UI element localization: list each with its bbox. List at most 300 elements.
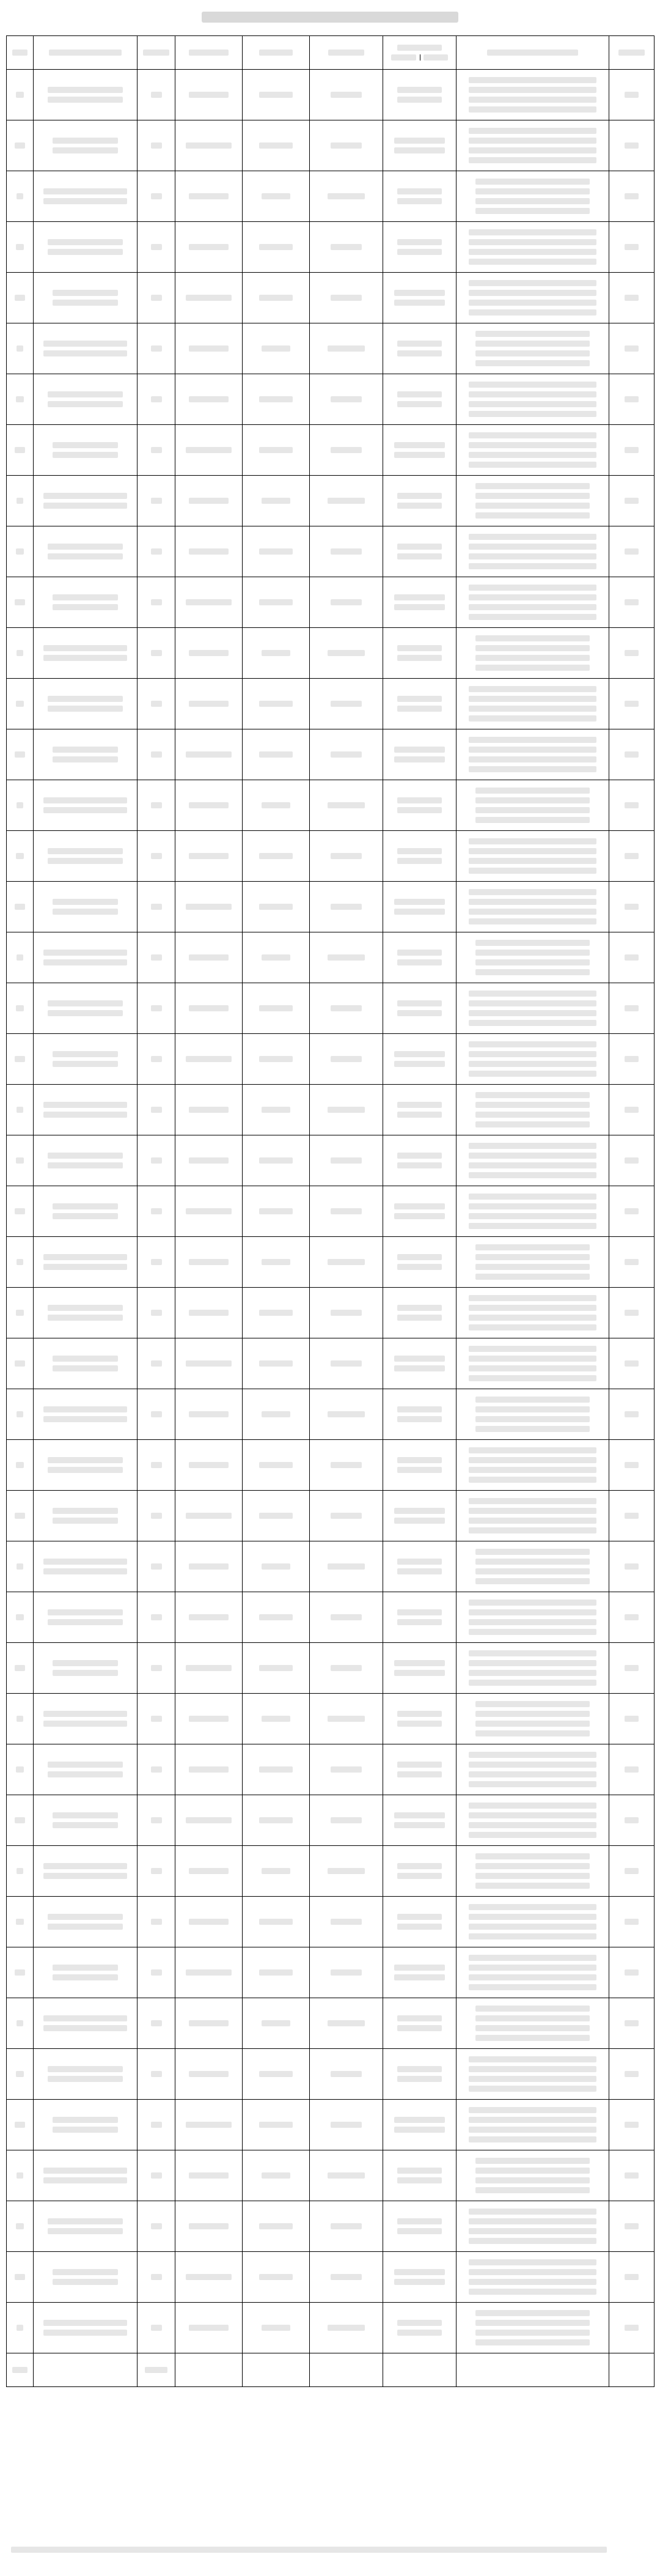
table-cell	[138, 2100, 175, 2150]
table-cell	[457, 1085, 609, 1135]
table-cell	[457, 526, 609, 577]
table-cell	[457, 273, 609, 323]
table-row	[7, 1389, 654, 1440]
table-cell	[34, 1186, 138, 1237]
table-cell	[609, 831, 654, 882]
table-row	[7, 1085, 654, 1135]
table-cell	[138, 1389, 175, 1440]
table-cell	[609, 2100, 654, 2150]
table-cell	[457, 476, 609, 526]
table-cell	[175, 1186, 243, 1237]
table-row	[7, 1694, 654, 1744]
table-row	[7, 983, 654, 1034]
table-cell	[609, 323, 654, 374]
table-cell	[383, 1592, 457, 1643]
table-cell	[609, 1694, 654, 1744]
table-cell	[609, 2201, 654, 2252]
table-row	[7, 780, 654, 831]
table-cell	[457, 679, 609, 729]
table-cell	[243, 1338, 310, 1389]
table-cell	[175, 425, 243, 476]
table-cell	[175, 2049, 243, 2100]
table-cell	[457, 1237, 609, 1288]
table-cell	[609, 983, 654, 1034]
table-cell	[175, 1237, 243, 1288]
table-cell	[175, 1694, 243, 1744]
table-cell	[243, 577, 310, 628]
table-cell	[383, 2150, 457, 2201]
table-cell	[243, 1085, 310, 1135]
table-cell	[175, 1440, 243, 1491]
table-cell	[609, 780, 654, 831]
table-cell	[7, 729, 34, 780]
table-cell	[175, 1795, 243, 1846]
table-cell	[609, 1795, 654, 1846]
table-row	[7, 323, 654, 374]
table-cell	[7, 1643, 34, 1694]
table-cell	[243, 70, 310, 120]
table-cell	[310, 2049, 383, 2100]
table-cell	[7, 1846, 34, 1897]
table-row	[7, 2303, 654, 2353]
table-cell	[243, 882, 310, 932]
table-cell	[138, 1085, 175, 1135]
table-cell	[609, 1541, 654, 1592]
table-cell	[310, 2252, 383, 2303]
table-cell	[7, 1034, 34, 1085]
table-cell	[457, 831, 609, 882]
table-cell	[310, 628, 383, 679]
table-cell	[457, 932, 609, 983]
table-cell	[175, 1643, 243, 1694]
table-cell	[457, 171, 609, 222]
table-cell	[310, 1846, 383, 1897]
table-cell	[383, 1085, 457, 1135]
table-cell	[609, 932, 654, 983]
header-cell	[310, 36, 383, 70]
table-cell	[7, 1288, 34, 1338]
table-cell	[138, 1135, 175, 1186]
table-cell	[457, 1744, 609, 1795]
table-cell	[7, 323, 34, 374]
table-cell	[175, 628, 243, 679]
table-cell	[310, 70, 383, 120]
table-cell	[310, 1592, 383, 1643]
table-cell	[383, 780, 457, 831]
table-cell	[34, 2303, 138, 2353]
table-cell	[609, 1491, 654, 1541]
table-cell	[457, 323, 609, 374]
table-cell	[243, 1795, 310, 1846]
table-row	[7, 2100, 654, 2150]
table-cell	[457, 1643, 609, 1694]
table-cell	[383, 1389, 457, 1440]
table-cell	[609, 1947, 654, 1998]
table-cell	[138, 374, 175, 425]
table-cell	[310, 1541, 383, 1592]
table-cell	[34, 171, 138, 222]
header-row	[7, 36, 654, 70]
table-cell	[34, 932, 138, 983]
table-cell	[243, 1491, 310, 1541]
table-cell	[175, 2252, 243, 2303]
table-cell	[609, 476, 654, 526]
header-cell	[609, 36, 654, 70]
table-cell	[243, 679, 310, 729]
table-cell	[34, 1237, 138, 1288]
table-cell	[175, 120, 243, 171]
table-cell	[243, 1440, 310, 1491]
table-cell	[457, 1592, 609, 1643]
table-cell	[175, 1389, 243, 1440]
table-cell	[457, 1897, 609, 1947]
table-cell	[243, 2353, 310, 2387]
table-cell	[138, 323, 175, 374]
table-cell	[138, 1034, 175, 1085]
table-cell	[457, 1998, 609, 2049]
table-cell	[609, 2303, 654, 2353]
table-cell	[243, 1034, 310, 1085]
table-row	[7, 1288, 654, 1338]
table-cell	[7, 2150, 34, 2201]
table-cell	[138, 273, 175, 323]
table-cell	[457, 1186, 609, 1237]
table-cell	[34, 1288, 138, 1338]
table-cell	[138, 831, 175, 882]
table-cell	[138, 1947, 175, 1998]
table-cell	[310, 1034, 383, 1085]
table-cell	[7, 831, 34, 882]
table-cell	[609, 1744, 654, 1795]
table-row	[7, 1237, 654, 1288]
table-row	[7, 2201, 654, 2252]
table-cell	[34, 1947, 138, 1998]
table-row	[7, 1186, 654, 1237]
table-cell	[383, 1491, 457, 1541]
table-cell	[383, 1186, 457, 1237]
table-row	[7, 1643, 654, 1694]
table-cell	[34, 2252, 138, 2303]
table-cell	[383, 932, 457, 983]
table-cell	[175, 831, 243, 882]
table-cell	[138, 1897, 175, 1947]
table-cell	[34, 831, 138, 882]
table-cell	[34, 2150, 138, 2201]
table-cell	[383, 983, 457, 1034]
table-cell	[383, 1338, 457, 1389]
table-cell	[609, 1186, 654, 1237]
table-row	[7, 679, 654, 729]
table-cell	[138, 983, 175, 1034]
table-cell	[138, 679, 175, 729]
table-cell	[7, 2100, 34, 2150]
total-row	[7, 2353, 654, 2387]
table-cell	[310, 2201, 383, 2252]
table-cell	[609, 70, 654, 120]
table-cell	[34, 729, 138, 780]
table-cell	[383, 882, 457, 932]
table-cell	[175, 70, 243, 120]
header-cell	[138, 36, 175, 70]
table-cell	[383, 628, 457, 679]
table-cell	[175, 983, 243, 1034]
table-body	[7, 70, 654, 2387]
table-cell	[609, 577, 654, 628]
header-cell	[383, 36, 457, 70]
table-cell	[175, 2100, 243, 2150]
table-cell	[609, 1897, 654, 1947]
table-cell	[175, 1338, 243, 1389]
positions-table	[6, 35, 654, 2387]
table-cell	[34, 526, 138, 577]
table-cell	[383, 1237, 457, 1288]
table-cell	[138, 932, 175, 983]
table-cell	[138, 577, 175, 628]
table-cell	[457, 1288, 609, 1338]
table-cell	[457, 1034, 609, 1085]
table-row	[7, 171, 654, 222]
table-cell	[175, 1592, 243, 1643]
table-cell	[383, 679, 457, 729]
table-cell	[7, 2252, 34, 2303]
table-cell	[457, 729, 609, 780]
table-cell	[457, 1440, 609, 1491]
table-cell	[609, 1237, 654, 1288]
table-cell	[175, 577, 243, 628]
table-row	[7, 2150, 654, 2201]
table-cell	[310, 780, 383, 831]
table-cell	[383, 1643, 457, 1694]
table-cell	[310, 1085, 383, 1135]
table-cell	[383, 1694, 457, 1744]
table-cell	[383, 222, 457, 273]
table-cell	[609, 2353, 654, 2387]
table-cell	[7, 2201, 34, 2252]
table-cell	[7, 1541, 34, 1592]
table-cell	[34, 1694, 138, 1744]
table-cell	[7, 882, 34, 932]
table-cell	[243, 273, 310, 323]
table-cell	[310, 2150, 383, 2201]
table-cell	[243, 780, 310, 831]
table-cell	[175, 2303, 243, 2353]
table-cell	[175, 1744, 243, 1795]
table-cell	[7, 1897, 34, 1947]
table-row	[7, 628, 654, 679]
table-row	[7, 222, 654, 273]
table-cell	[7, 932, 34, 983]
table-cell	[175, 1491, 243, 1541]
table-cell	[243, 1744, 310, 1795]
table-cell	[34, 222, 138, 273]
table-cell	[7, 425, 34, 476]
table-cell	[34, 323, 138, 374]
table-cell	[609, 1034, 654, 1085]
table-cell	[310, 2303, 383, 2353]
table-cell	[609, 1085, 654, 1135]
table-cell	[310, 273, 383, 323]
table-cell	[7, 1744, 34, 1795]
table-cell	[383, 2100, 457, 2150]
table-cell	[34, 1897, 138, 1947]
table-cell	[457, 374, 609, 425]
table-cell	[138, 1694, 175, 1744]
table-cell	[457, 1491, 609, 1541]
table-cell	[175, 2201, 243, 2252]
table-row	[7, 1897, 654, 1947]
table-cell	[609, 628, 654, 679]
table-cell	[243, 1947, 310, 1998]
table-cell	[243, 1846, 310, 1897]
table-cell	[310, 171, 383, 222]
table-cell	[383, 2252, 457, 2303]
table-cell	[609, 1338, 654, 1389]
table-cell	[243, 983, 310, 1034]
table-cell	[138, 1440, 175, 1491]
table-cell	[310, 1186, 383, 1237]
table-cell	[457, 70, 609, 120]
table-cell	[457, 577, 609, 628]
table-cell	[383, 1846, 457, 1897]
table-cell	[243, 323, 310, 374]
table-cell	[457, 1541, 609, 1592]
table-row	[7, 70, 654, 120]
table-cell	[243, 526, 310, 577]
table-cell	[609, 1846, 654, 1897]
table-cell	[310, 1135, 383, 1186]
table-cell	[34, 577, 138, 628]
table-cell	[609, 526, 654, 577]
table-cell	[310, 323, 383, 374]
table-cell	[243, 831, 310, 882]
table-cell	[7, 120, 34, 171]
table-cell	[243, 1897, 310, 1947]
table-cell	[243, 2303, 310, 2353]
table-cell	[310, 1491, 383, 1541]
table-cell	[383, 1998, 457, 2049]
table-row	[7, 1135, 654, 1186]
table-cell	[34, 1541, 138, 1592]
table-cell	[175, 780, 243, 831]
table-cell	[7, 1338, 34, 1389]
table-cell	[34, 374, 138, 425]
header-cell	[243, 36, 310, 70]
table-cell	[7, 70, 34, 120]
table-cell	[310, 932, 383, 983]
table-cell	[383, 2049, 457, 2100]
table-cell	[383, 1541, 457, 1592]
table-cell	[34, 1846, 138, 1897]
table-cell	[175, 526, 243, 577]
table-cell	[138, 526, 175, 577]
table-cell	[34, 2100, 138, 2150]
table-cell	[457, 1795, 609, 1846]
table-row	[7, 1491, 654, 1541]
table-cell	[243, 120, 310, 171]
table-cell	[383, 120, 457, 171]
table-cell	[243, 1288, 310, 1338]
table-cell	[34, 1440, 138, 1491]
table-cell	[34, 1389, 138, 1440]
table-cell	[138, 1998, 175, 2049]
table-row	[7, 831, 654, 882]
table-cell	[7, 273, 34, 323]
table-cell	[7, 171, 34, 222]
table-cell	[609, 171, 654, 222]
header-cell	[34, 36, 138, 70]
table-cell	[310, 1237, 383, 1288]
table-cell	[175, 1288, 243, 1338]
table-cell	[243, 2150, 310, 2201]
table-cell	[609, 374, 654, 425]
table-cell	[34, 476, 138, 526]
table-cell	[243, 1237, 310, 1288]
table-cell	[138, 1491, 175, 1541]
table-cell	[138, 1338, 175, 1389]
table-row	[7, 2049, 654, 2100]
table-cell	[175, 882, 243, 932]
table-cell	[138, 1795, 175, 1846]
table-cell	[609, 1288, 654, 1338]
table-cell	[175, 1846, 243, 1897]
table-cell	[609, 1643, 654, 1694]
table-cell	[7, 1237, 34, 1288]
table-cell	[175, 1034, 243, 1085]
table-cell	[457, 1947, 609, 1998]
table-cell	[383, 323, 457, 374]
table-cell	[310, 1744, 383, 1795]
table-cell	[310, 476, 383, 526]
table-cell	[243, 1643, 310, 1694]
table-cell	[34, 1592, 138, 1643]
table-cell	[383, 70, 457, 120]
table-row	[7, 577, 654, 628]
table-cell	[243, 1541, 310, 1592]
table-cell	[310, 1998, 383, 2049]
table-cell	[175, 273, 243, 323]
table-cell	[138, 171, 175, 222]
table-cell	[7, 374, 34, 425]
table-cell	[310, 2353, 383, 2387]
table-cell	[138, 222, 175, 273]
table-cell	[138, 1541, 175, 1592]
table-cell	[175, 171, 243, 222]
table-cell	[457, 1135, 609, 1186]
table-row	[7, 1998, 654, 2049]
table-row	[7, 1338, 654, 1389]
table-cell	[609, 2150, 654, 2201]
table-cell	[34, 120, 138, 171]
table-cell	[383, 374, 457, 425]
table-cell	[34, 780, 138, 831]
table-cell	[310, 1694, 383, 1744]
table-cell	[383, 171, 457, 222]
table-cell	[138, 628, 175, 679]
table-cell	[383, 1288, 457, 1338]
table-cell	[457, 2252, 609, 2303]
table-cell	[138, 2252, 175, 2303]
table-cell	[609, 729, 654, 780]
table-cell	[7, 222, 34, 273]
table-cell	[7, 1998, 34, 2049]
table-row	[7, 729, 654, 780]
table-cell	[243, 1135, 310, 1186]
table-cell	[34, 1338, 138, 1389]
table-cell	[310, 2100, 383, 2150]
table-cell	[34, 679, 138, 729]
table-cell	[383, 425, 457, 476]
table-cell	[383, 1440, 457, 1491]
